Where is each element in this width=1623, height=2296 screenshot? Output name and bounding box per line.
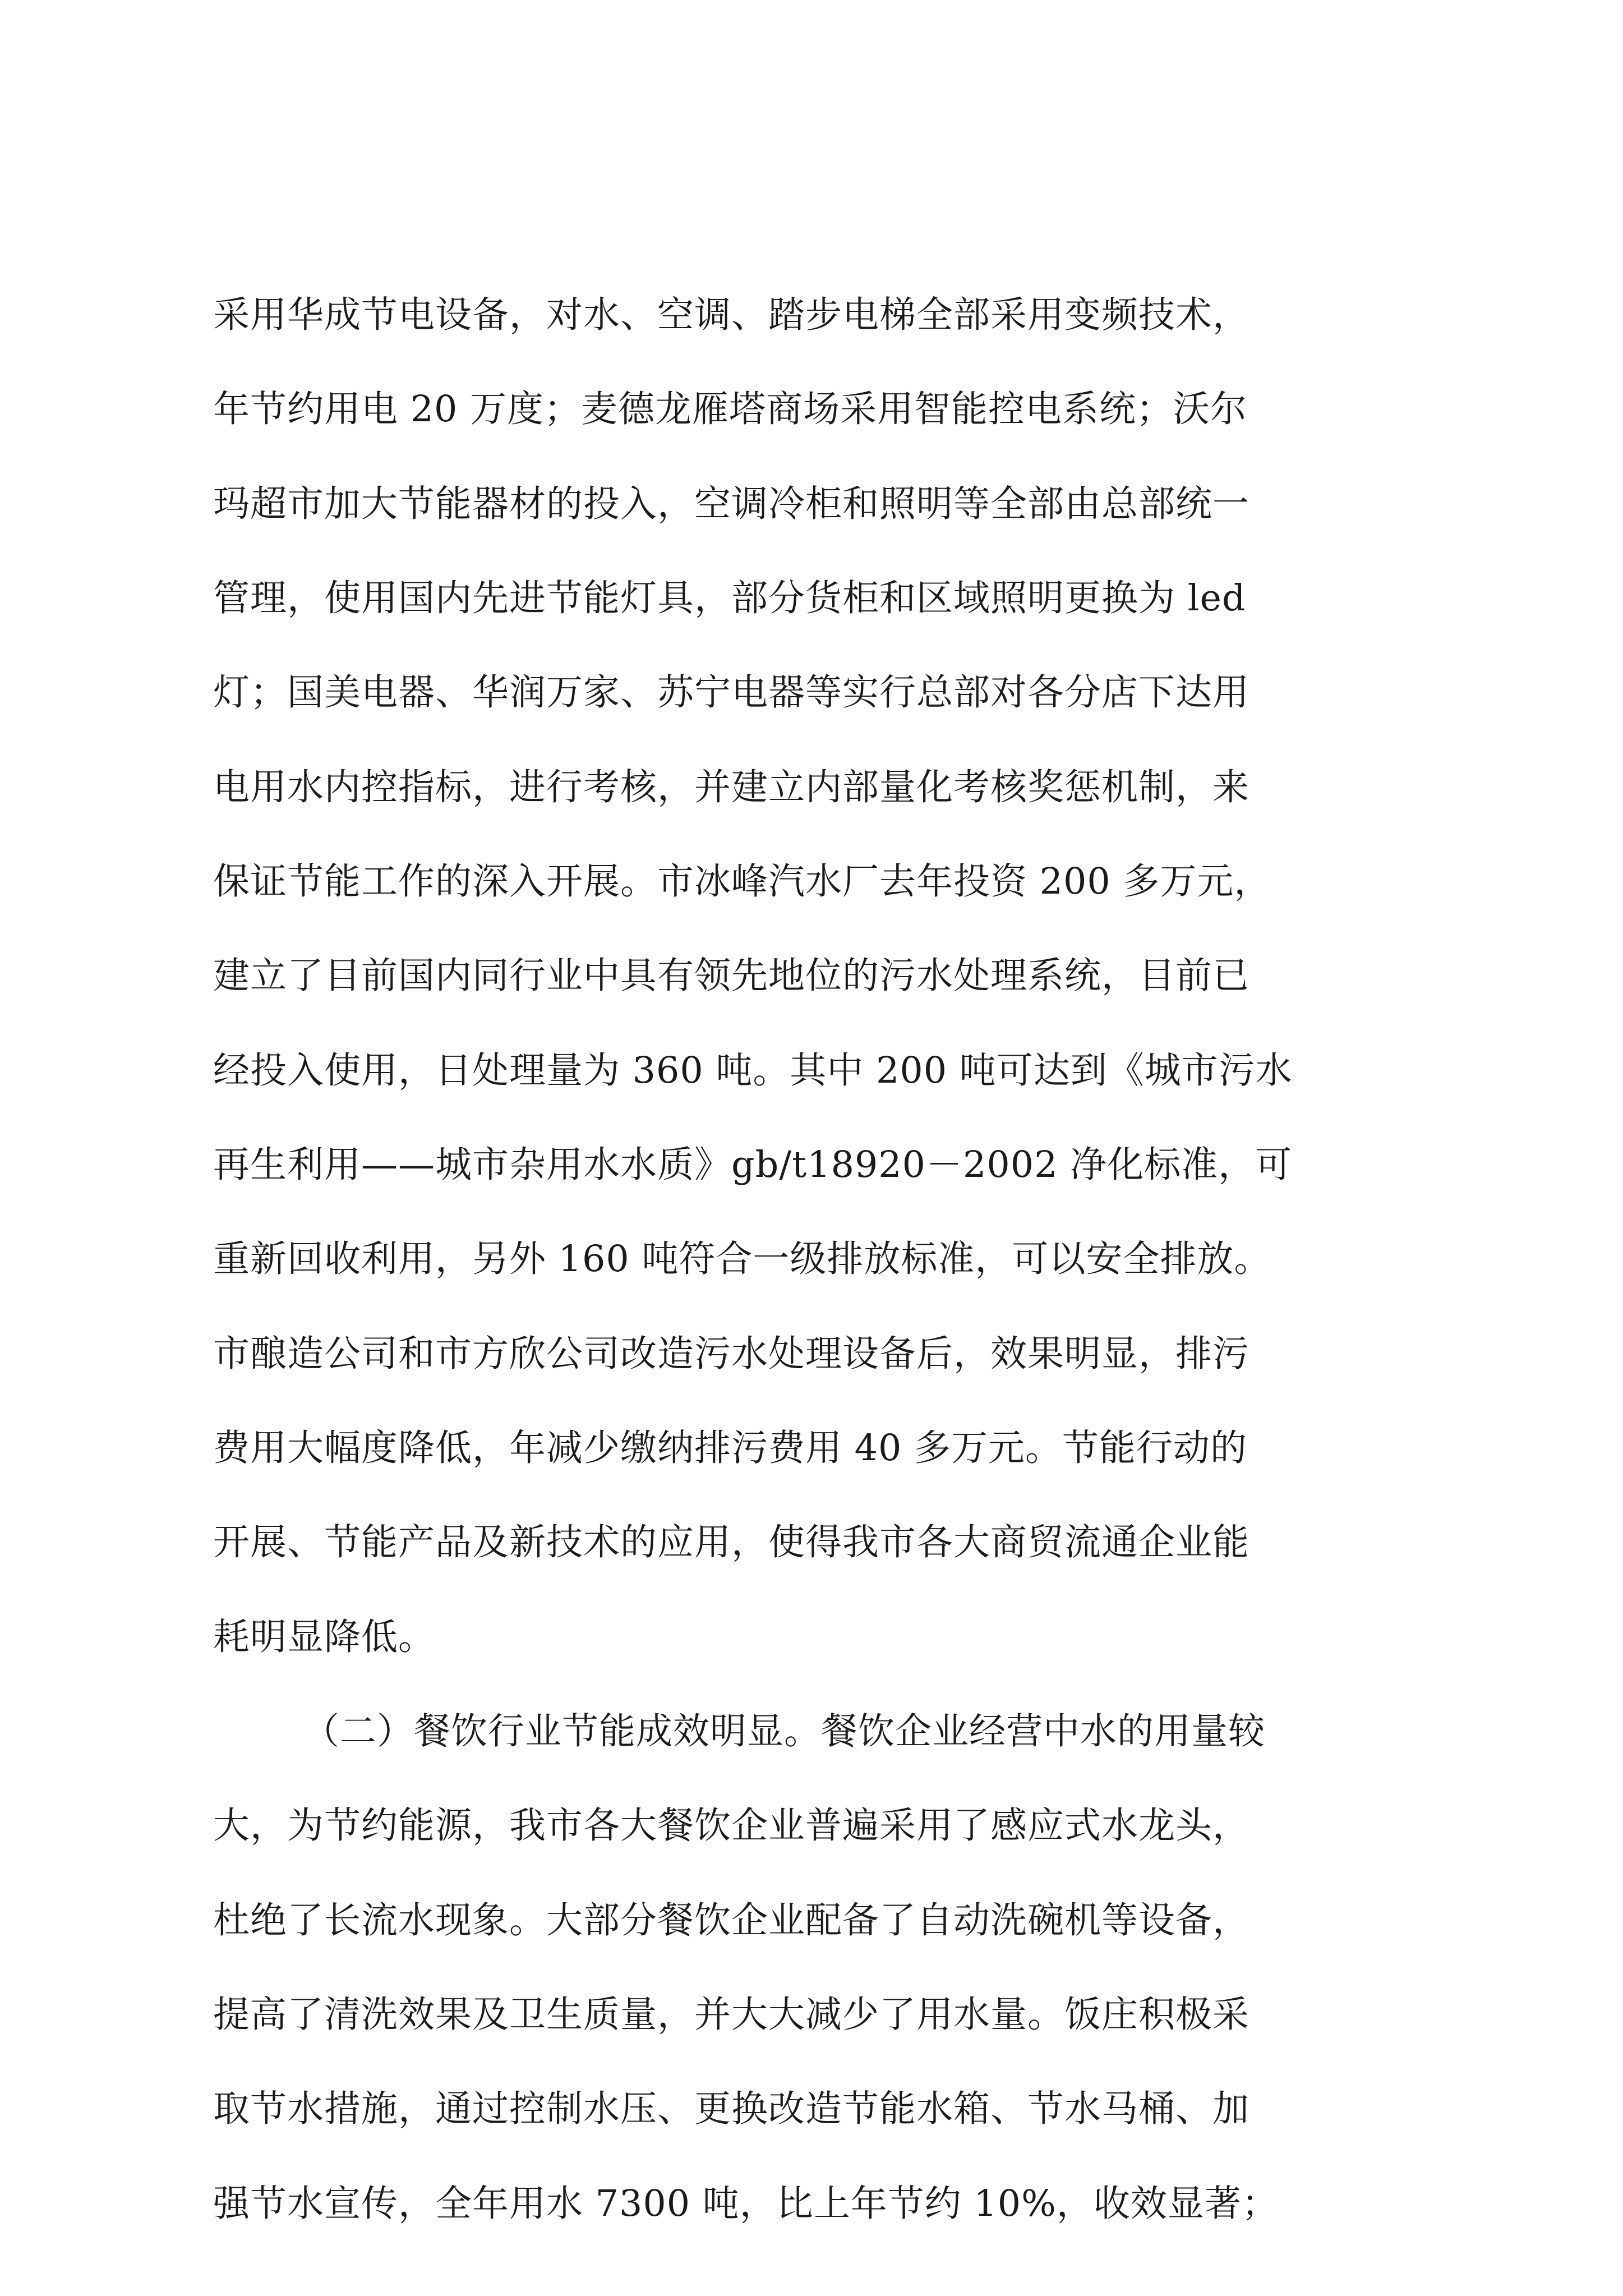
- text-line: 取节水措施，通过控制水压、更换改造节能水箱、节水马桶、加: [213, 2088, 1250, 2130]
- text-line: 费用大幅度降低，年减少缴纳排污费用 40 多万元。节能行动的: [213, 1427, 1248, 1469]
- text-line: 重新回收利用，另外 160 吨符合一级排放标准，可以安全排放。: [213, 1238, 1271, 1280]
- text-line: 电用水内控指标，进行考核，并建立内部量化考核奖惩机制，来: [213, 766, 1250, 808]
- text-line: 耗明显降低。: [213, 1616, 436, 1658]
- text-line: 再生利用——城市杂用水水质》gb/t18920－2002 净化标准，可: [213, 1144, 1293, 1186]
- text-line: 建立了目前国内同行业中具有领先地位的污水处理系统，目前已: [213, 955, 1250, 997]
- text-line: 经投入使用，日处理量为 360 吨。其中 200 吨可达到《城市污水: [213, 1050, 1293, 1092]
- text-line: 保证节能工作的深入开展。市冰峰汽水厂去年投资 200 多万元，: [213, 861, 1271, 903]
- text-line: 采用华成节电设备，对水、空调、踏步电梯全部采用变频技术，: [213, 294, 1250, 336]
- text-line: 管理，使用国内先进节能灯具，部分货柜和区域照明更换为 led: [213, 577, 1246, 619]
- text-line: 市酿造公司和市方欣公司改造污水处理设备后，效果明显，排污: [213, 1333, 1250, 1375]
- text-line: 灯；国美电器、华润万家、苏宁电器等实行总部对各分店下达用: [213, 671, 1250, 714]
- text-line-indented: （二）餐饮行业节能成效明显。餐饮企业经营中水的用量较: [303, 1710, 1266, 1752]
- text-line: 提高了清洗效果及卫生质量，并大大减少了用水量。饭庄积极采: [213, 1994, 1250, 2036]
- text-line: 强节水宣传，全年用水 7300 吨，比上年节约 10%，收效显著；: [213, 2183, 1279, 2225]
- text-line: 大，为节约能源，我市各大餐饮企业普遍采用了感应式水龙头，: [213, 1805, 1250, 1847]
- text-line: 杜绝了长流水现象。大部分餐饮企业配备了自动洗碗机等设备，: [213, 1899, 1250, 1941]
- text-line: 年节约用电 20 万度；麦德龙雁塔商场采用智能控电系统；沃尔: [213, 388, 1248, 430]
- text-line: 玛超市加大节能器材的投入，空调冷柜和照明等全部由总部统一: [213, 483, 1250, 525]
- text-line: 开展、节能产品及新技术的应用，使得我市各大商贸流通企业能: [213, 1521, 1250, 1563]
